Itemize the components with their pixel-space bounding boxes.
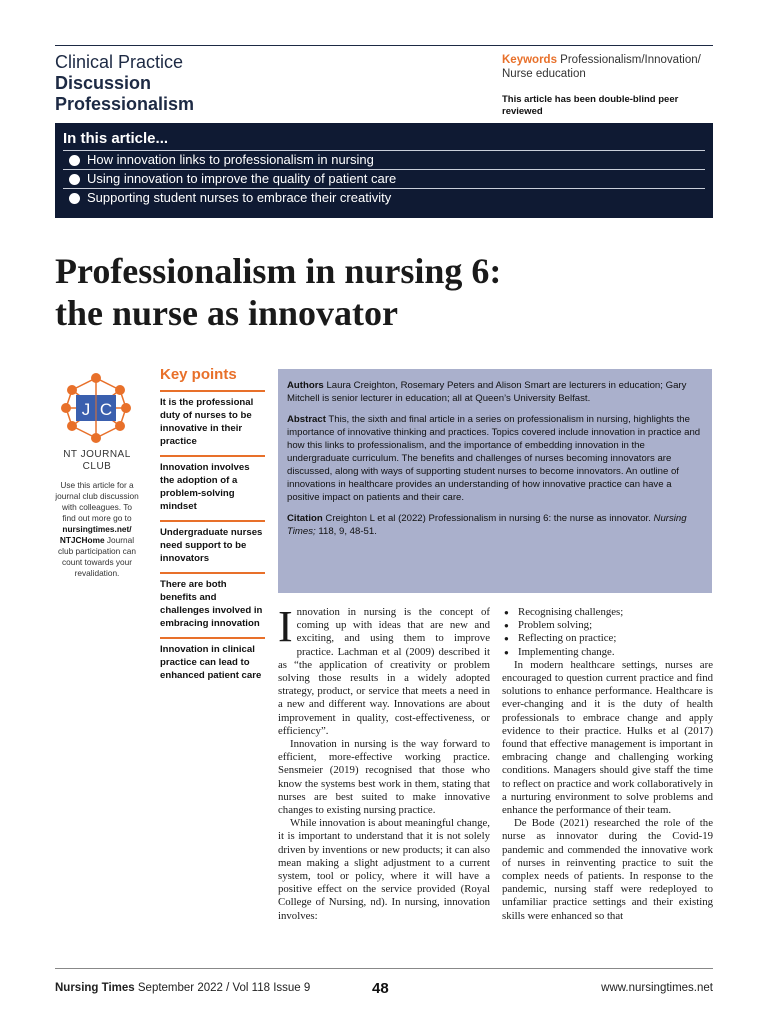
bullet-icon [69, 155, 80, 166]
key-points [160, 366, 265, 689]
in-this-article-item-text: Supporting student nurses to embrace their creativity [87, 190, 392, 205]
keywords-label: Keywords [502, 54, 557, 66]
bullet-item: ● Reflecting on practice; [502, 632, 713, 645]
journal-club-caption-line1: NT JOURNAL [63, 449, 131, 460]
body-paragraph: In modern healthcare settings, nurses are encouraged to question current practice and find solutions to enhance performance. Healthcare is ever-changing and it is the duty of health professionals to embrace change and apply evidence to their practice. Hulks et al (2017) found that effective management is important in embracing change and challenging working conditions. Managers should give staff the time to reflect on practice and work collaboratively in a nurturing environment to solve problems and enhance the performance of their team. [502, 658, 713, 817]
journal-club-logo-icon [58, 370, 134, 446]
body-paragraph: De Bode (2021) researched the role of the nurse as innovator during the Covid-19 pandemic and commended the innovative work of nurses in reinventing practice to suit the complex needs of patients. In response to the pandemic, nursing staff were redeployed to unfamiliar practice settings and their existing skills were enhanced so that [502, 817, 713, 922]
key-point-item: Undergraduate nurses need support to be innovators [160, 520, 265, 572]
abstract-paragraph [287, 413, 704, 504]
in-this-article-item [63, 150, 705, 169]
key-point-item: There are both benefits and challenges involved in embracing innovation [160, 572, 265, 637]
svg-text:J: J [81, 400, 91, 419]
journal-club-note-text: Use this article for a journal club discussion with colleagues. To find out more go to [55, 480, 139, 523]
abstract-box [278, 369, 712, 593]
citation-ref: 118, 9, 48-51. [318, 526, 377, 537]
bullet-icon [69, 174, 80, 185]
keywords [502, 53, 717, 81]
citation-paragraph [287, 512, 704, 538]
in-this-article-title: In this article... [63, 130, 169, 147]
key-point-item: Innovation in clinical practice can lead to enhanced patient care [160, 637, 265, 689]
body-column-1 [278, 602, 490, 923]
journal-club-caption-line2: CLUB [82, 461, 112, 472]
bottom-rule [55, 968, 713, 969]
key-point-item: Innovation involves the adoption of a problem-solving mindset [160, 455, 265, 520]
bullet-item: ● Problem solving; [502, 619, 713, 632]
in-this-article-item [63, 169, 705, 188]
section-topic: Professionalism [55, 94, 195, 114]
in-this-article-item-text: How innovation links to professionalism in nursing [87, 152, 374, 167]
citation-text: Creighton L et al (2022) Professionalism in nursing 6: the nurse as innovator. [325, 513, 651, 524]
page-number: 48 [372, 980, 389, 997]
key-point-item: It is the professional duty of nurses to be innovative in their practice [160, 390, 265, 455]
body-paragraph [278, 602, 490, 738]
section-category: Clinical Practice [55, 52, 184, 72]
journal-club-note-text: Journal club participation can count towards your revalidation. [58, 535, 136, 578]
keywords-text: Professionalism/Innovation/ Nurse education [502, 54, 701, 80]
in-this-article-item-text: Using innovation to improve the quality of patient care [87, 171, 397, 186]
key-points-title: Key points [160, 366, 237, 383]
footer-journal [55, 982, 310, 994]
journal-club-link[interactable]: nursingtimes.net/ NTJCHome [59, 524, 132, 545]
body-paragraph: While innovation is about meaningful change, it is important to understand that it is not solely driven by inventions or new products; it can also mean making a slight adjustment to a current system, tool or policy, where it will have a positive effect on the service provided (Royal College of Nursing, nd). In nursing, innovation involves: [278, 817, 490, 922]
article-title-line2: the nurse as innovator [55, 293, 399, 333]
section-type: Discussion [55, 73, 152, 93]
bullet-item: ● Implementing change. [502, 646, 713, 659]
body-text: nnovation in nursing is the concept of coming up with ideas that are new and exciting, and using them to improve practice. Lachman et al (2009) described it as “the application of creativity or problem solving those results in a widely adopted strategy, product, or service that meets a need in a new and different way. Innovations are about improvement in quality, cost-effectiveness, or efficiency”. [278, 606, 490, 737]
in-this-article-box [55, 123, 713, 218]
section-heading [55, 52, 385, 115]
peer-review-note: This article has been double-blind peer reviewed [502, 94, 679, 117]
body-paragraph: Innovation in nursing is the way forward to efficient, more-effective working practice. Sensmeier (2019) recognised that those who know the systems best work in them, stating that nurses are best suited to make innovative changes to existing nursing practice. [278, 738, 490, 817]
bullet-item: ● Recognising challenges; [502, 606, 713, 619]
journal-club-note [55, 480, 139, 579]
top-rule [55, 45, 713, 46]
citation-label: Citation [287, 513, 323, 524]
in-this-article-list [63, 150, 705, 207]
citation-journal: Nursing Times; [287, 513, 687, 537]
footer-url[interactable]: www.nursingtimes.net [601, 982, 713, 994]
article-title [55, 250, 715, 334]
drop-cap: I [278, 602, 293, 651]
footer-issue: September 2022 / Vol 118 Issue 9 [137, 982, 311, 994]
article-title-line1: Professionalism in nursing 6: [55, 251, 502, 291]
authors-text: Laura Creighton, Rosemary Peters and Alison Smart are lecturers in education; Gary Mitchell is senior lecturer in education; all at Queen’s University Belfast. [287, 380, 687, 404]
body-column-2 [502, 606, 713, 923]
journal-club-caption [52, 449, 142, 473]
authors-paragraph [287, 379, 704, 405]
innovation-bullet-list [502, 606, 713, 659]
abstract-label: Abstract [287, 414, 326, 425]
bullet-icon [69, 193, 80, 204]
authors-label: Authors [287, 380, 324, 391]
svg-text:C: C [99, 400, 113, 419]
abstract-text: This, the sixth and final article in a series on professionalism in nursing, highlights the importance of innovative thinking and practices. Topics covered include innovation in practice and how this links to professionalism, and the importance of embedding innovation in the undergraduate curriculum. The benefits and challenges of nurses becoming innovators are discussed, along with ways of supporting student nurses to become innovators. An outline of innovations in healthcare provides an understanding of how innovative practice can have a positive impact on patients and their care. [287, 414, 701, 503]
footer-journal-name: Nursing Times [55, 982, 135, 994]
in-this-article-item [63, 188, 705, 207]
